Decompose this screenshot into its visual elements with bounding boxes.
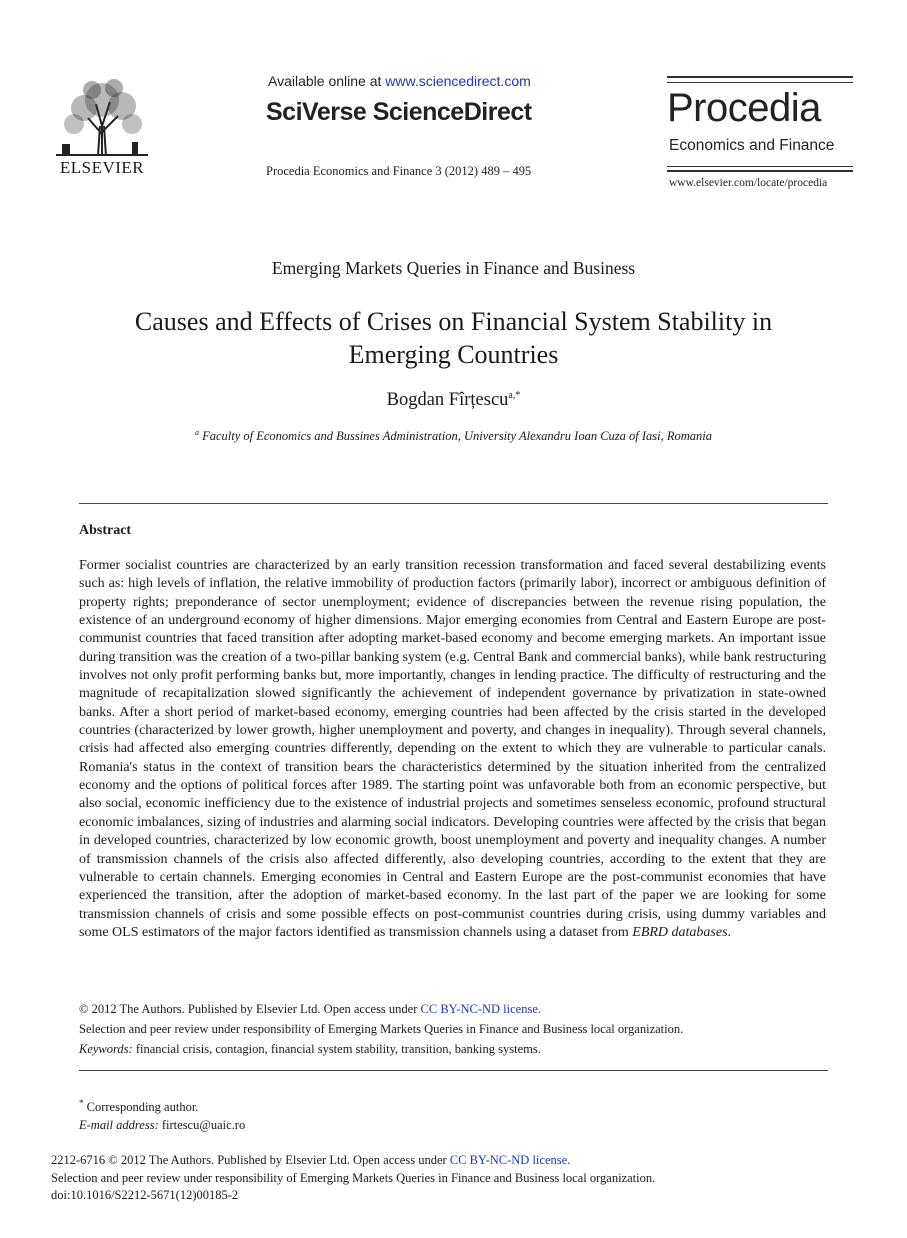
- corresponding-text: Corresponding author.: [83, 1100, 199, 1115]
- top-divider: [79, 503, 828, 504]
- footnote: [79, 1094, 245, 1134]
- footnote-mark: *: [79, 1098, 84, 1108]
- email-label: E-mail address:: [79, 1118, 159, 1133]
- license-link[interactable]: CC BY-NC-ND license.: [420, 1002, 541, 1016]
- abstract-text: Former socialist countries are characterized by an early transition recession transformation and faced several destabilizing events such as: high levels of inflation, the relative immobility of production factors (primarily labor), incorrect or ambiguous definition of property rights; preponderance of sector unemployment; evidence of discrepancies between the revenue rising population, the existence of an underground economy of higher dimensions. Major emerging economies from Central and Eastern Europe are post-communist countries that faced transition after adopting market-based economy and become emerging markets. An important issue during transition was the creation of a two-pillar banking system (e.g. Central Bank and commercial banks), while bank restructuring involves not only profit performing banks but, more importantly, changes in lending practice. The difficulty of restructuring and the magnitude of recapitalization slowed significantly the achievement of independent governance by privatization in state-owned banks. After a short period of market-based economy, emerging countries had been affected by the crisis started in the developed countries (characterized by lower growth, higher unemployment and poverty, and changes in inequality). Through several channels, crisis had affected also emerging countries differently, depending on the extent to which they are vulnerable to particular canals. Romania's status in the context of transition bears the characteristics determined by the situation inherited from the centralized economy and the options of political forces after 1989. The starting point was unfavorable both from an economic perspective, but also social, economic inefficiency due to the existence of industrial projects and sometimes senseless economic, profound structural economic imbalances, sizing of industries and alarming social indicators. Developing countries were affected by the crisis that began in developed countries, characterized by low economic growth, boost unemployment and poverty and inequality changes. A number of transmission channels of the crisis also affected differently, also developing countries, according to the extent that they are vulnerable to certain channels. Emerging economies in Central and Eastern Europe are the post-communist economies that have experienced the transition, after the adoption of market-based economy. In the last part of the paper we are looking for some transmission channels of crisis and some possible effects on post-communist countries during crisis, using dummy variables and some OLS estimators of the major factors identified as transmission channels using a dataset from: [79, 558, 826, 940]
- copyright-text: © 2012 The Authors. Published by Elsevier Ltd.: [79, 1002, 324, 1016]
- copyright-line: [79, 999, 839, 1019]
- available-online: [268, 73, 531, 89]
- conference-name: Emerging Markets Queries in Finance and Business: [271, 258, 636, 278]
- keywords-label: Keywords:: [79, 1042, 133, 1056]
- open-access-text: Open access under: [323, 1002, 421, 1016]
- procedia-logo: Procedia: [667, 86, 821, 130]
- author-name: Bogdan Fîrțescu: [386, 390, 509, 411]
- bottom-review-line: Selection and peer review under responsibility of Emerging Markets Queries in Finance and Business local organization.: [51, 1170, 656, 1185]
- email-line: [79, 1116, 245, 1134]
- doi-line[interactable]: doi:10.1016/S2212-5671(12)00185-2: [51, 1188, 239, 1202]
- bottom-block: [51, 1152, 811, 1205]
- available-prefix: Available online at: [268, 73, 386, 89]
- bottom-divider: [79, 1070, 828, 1071]
- journal-reference: Procedia Economics and Finance 3 (2012) 489 – 495: [266, 164, 532, 178]
- email-address[interactable]: firtescu@uaic.ro: [158, 1118, 246, 1133]
- affiliation-mark: a: [194, 428, 199, 437]
- sciencedirect-brand: SciVerse ScienceDirect: [266, 98, 532, 126]
- procedia-rule-thin: [667, 166, 853, 167]
- peer-review-line: Selection and peer review under responsibility of Emerging Markets Queries in Finance and Business local organization.: [79, 1022, 684, 1036]
- bottom-open-access: Open access under: [352, 1153, 450, 1167]
- copyright-block: [79, 999, 839, 1059]
- corresponding-line: [79, 1094, 245, 1116]
- affiliation-text: Faculty of Economics and Bussines Administration, University Alexandru Ioan Cuza of Iasi, Romania: [202, 429, 713, 444]
- issn-text: 2212-6716 © 2012 The Authors. Published by Elsevier Ltd.: [51, 1153, 353, 1167]
- author-line: [0, 390, 907, 411]
- elsevier-wordmark: ELSEVIER: [59, 158, 145, 177]
- paper-title: Causes and Effects of Crises on Financial System Stability in Emerging Countries: [134, 307, 773, 369]
- procedia-subtitle: Economics and Finance: [669, 137, 835, 154]
- abstract-heading: Abstract: [79, 523, 132, 538]
- keywords-line: [79, 1039, 839, 1059]
- abstract-body: [79, 557, 826, 942]
- author-marks: a,*: [508, 390, 521, 401]
- procedia-rule: [667, 170, 853, 172]
- issn-line: [51, 1152, 811, 1170]
- bottom-license-link[interactable]: CC BY-NC-ND license.: [449, 1153, 571, 1167]
- procedia-top-rule: [667, 76, 853, 78]
- procedia-url[interactable]: www.elsevier.com/locate/procedia: [669, 177, 828, 189]
- procedia-top-rule-thin: [667, 82, 853, 83]
- abstract-source: EBRD databases: [632, 924, 728, 940]
- keywords-text: financial crisis, contagion, financial system stability, transition, banking systems.: [132, 1042, 541, 1056]
- abstract-end: .: [727, 924, 732, 940]
- affiliation: [0, 428, 907, 444]
- sciencedirect-link[interactable]: www.sciencedirect.com: [385, 73, 531, 89]
